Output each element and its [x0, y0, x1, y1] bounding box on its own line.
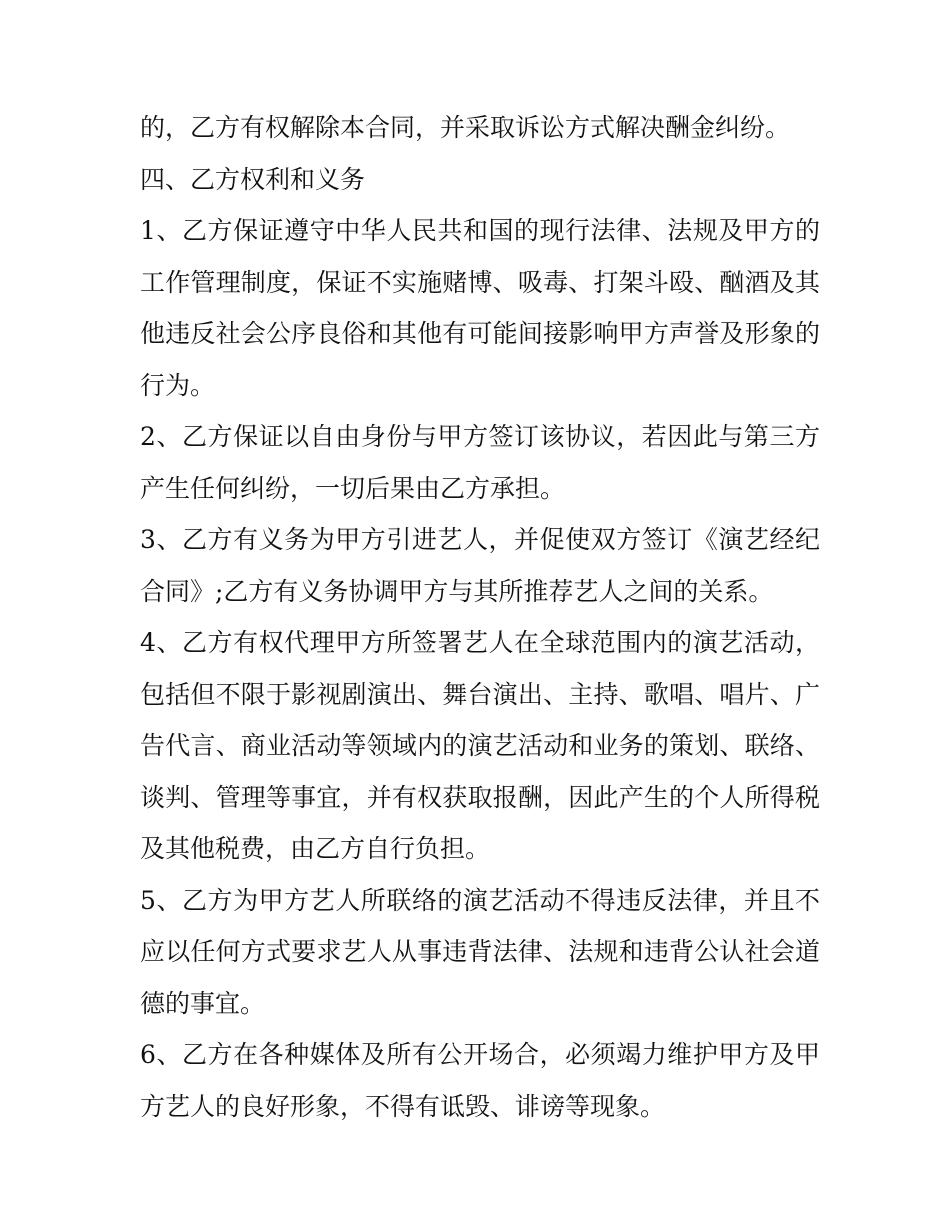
- section-heading: 四、乙方权利和义务: [140, 164, 366, 194]
- document-body: [140, 102, 820, 1132]
- clause-3: 3、乙方有义务为甲方引进艺人，并促使双方签订《演艺经纪合同》;乙方有义务协调甲方与其所推荐艺人之间的关系。: [140, 525, 820, 606]
- clause-2: 2、乙方保证以自由身份与甲方签订该协议，若因此与第三方产生任何纠纷，一切后果由乙方承担。: [140, 422, 820, 503]
- clause-4: 4、乙方有权代理甲方所签署艺人在全球范围内的演艺活动，包括但不限于影视剧演出、舞台演出、主持、歌唱、唱片、广告代言、商业活动等领域内的演艺活动和业务的策划、联络、谈判、管理等事宜，并有权获取报酬，因此产生的个人所得税及其他税费，由乙方自行负担。: [140, 628, 820, 863]
- clause-1: 1、乙方保证遵守中华人民共和国的现行法律、法规及甲方的工作管理制度，保证不实施赌博、吸毒、打架斗殴、酗酒及其他违反社会公序良俗和其他有可能间接影响甲方声誉及形象的行为。: [140, 216, 820, 400]
- clause-5: 5、乙方为甲方艺人所联络的演艺活动不得违反法律，并且不应以任何方式要求艺人从事违背法律、法规和违背公认社会道德的事宜。: [140, 885, 820, 1018]
- clause-6: 6、乙方在各种媒体及所有公开场合，必须竭力维护甲方及甲方艺人的良好形象，不得有诋毁、诽谤等现象。: [140, 1040, 820, 1121]
- paragraph-continuation: 的，乙方有权解除本合同，并采取诉讼方式解决酬金纠纷。: [140, 113, 791, 142]
